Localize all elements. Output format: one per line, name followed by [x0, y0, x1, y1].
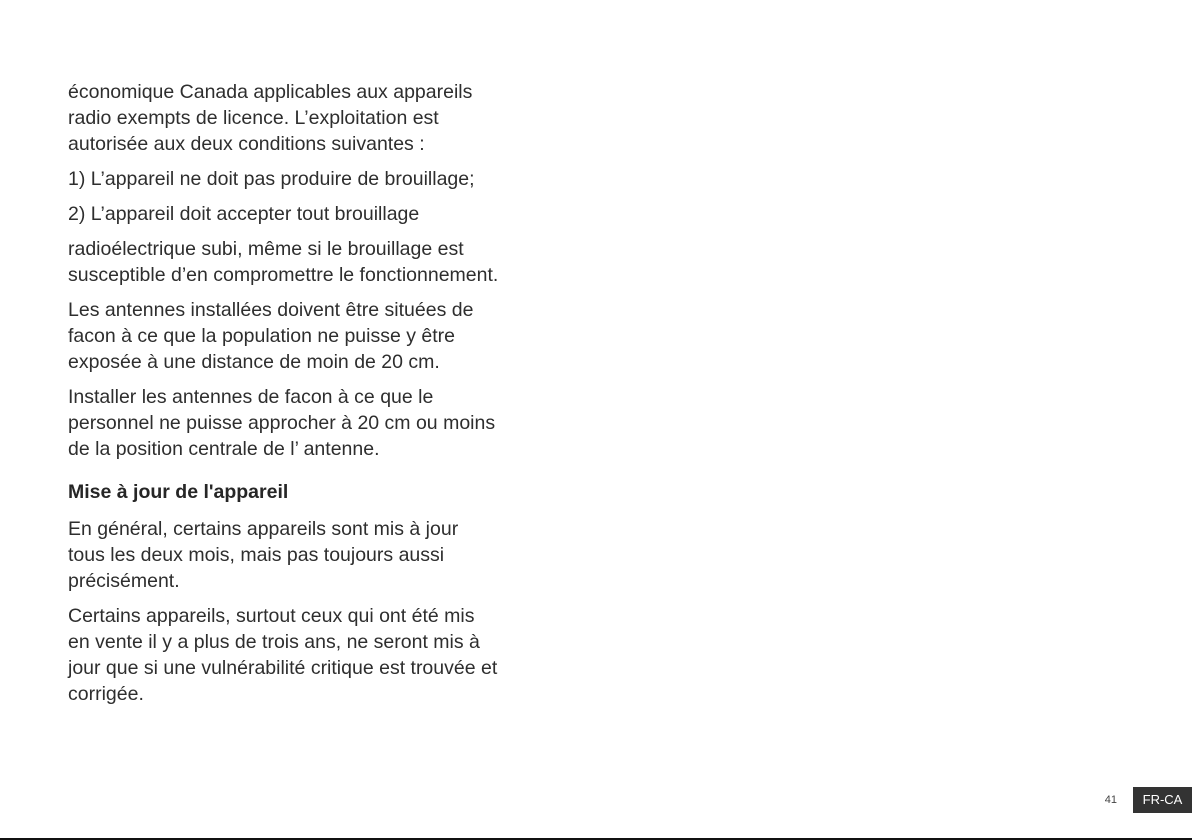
paragraph-antenna-placement: Les antennes installées doivent être situées de facon à ce que la population ne puisse y être exposée à une distance de moin de 20 cm. — [68, 299, 474, 373]
main-content — [68, 79, 588, 716]
paragraph-antenna-distance: Installer les antennes de facon à ce que le personnel ne puisse approcher à 20 cm ou moins de la position centrale de l’ antenne. — [68, 386, 496, 460]
paragraph-condition-2-continued: radioélectrique subi, même si le brouillage est susceptible d’en compromettre le fonctionnement. — [68, 238, 499, 286]
paragraph-regulatory-intro: économique Canada applicables aux appareils radio exempts de licence. L’exploitation est autorisée aux deux conditions suivantes : — [68, 81, 473, 155]
paragraph-condition-1: 1) L’appareil ne doit pas produire de brouillage; — [68, 168, 475, 190]
paragraph-update-older-devices: Certains appareils, surtout ceux qui ont été mis en vente il y a plus de trois ans, ne seront mis à jour que si une vulnérabilité critique est trouvée et corrigée. — [68, 605, 498, 705]
page-footer — [1105, 787, 1192, 813]
page-number: 41 — [1104, 794, 1117, 806]
section-heading-device-update: Mise à jour de l'appareil — [68, 481, 289, 503]
paragraph-condition-2: 2) L’appareil doit accepter tout brouillage — [68, 203, 420, 225]
language-badge: FR-CA — [1133, 787, 1192, 813]
paragraph-update-frequency: En général, certains appareils sont mis à jour tous les deux mois, mais pas toujours aussi précisément. — [68, 518, 459, 592]
